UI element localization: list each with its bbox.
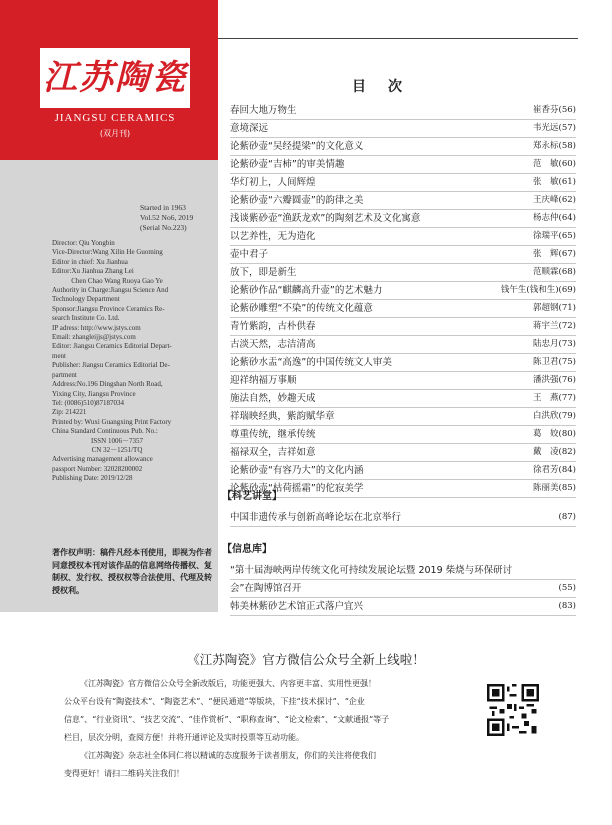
toc-entry[interactable]	[230, 390, 576, 408]
toc-title: 目次	[352, 79, 424, 95]
toc-entry[interactable]	[230, 562, 576, 580]
announcement-line: 信息”、“行业资讯”、“技艺交流”、“佳作赏析”、“职称查询”、“论文检索”、“文献通报”等子	[64, 715, 390, 724]
journal-logo: 江苏陶瓷	[40, 48, 190, 108]
toc-entry-title: 论紫砂水盂“高逸”的中国传统文人审美	[230, 357, 392, 368]
toc-entry-author-page: 潘洪强(76)	[533, 375, 576, 385]
toc-section-heading: 【信息库】	[222, 544, 272, 555]
announcement-line: 栏目，层次分明，查阅方便！并将开通评论及实时投票等互动功能。	[64, 733, 304, 742]
toc-entry-author-page: 范 敏(60)	[533, 159, 576, 169]
toc-entry[interactable]	[230, 138, 576, 156]
masthead-line: Editor: Jiangsu Ceramics Editorial Depart-	[52, 342, 172, 351]
toc-section-heading: 【科艺讲堂】	[222, 491, 282, 502]
toc-entry-title: 论紫砂壶“枯荷摇霜”的佗寂美学	[230, 483, 364, 494]
toc-entry-title: 壶中君子	[230, 249, 269, 260]
masthead-line: ment	[52, 351, 66, 360]
toc-entry[interactable]	[230, 210, 576, 228]
masthead-line: China Standard Continuous Pub. No.:	[52, 427, 158, 436]
masthead-line: Publisher: Jiangsu Ceramics Editorial De-	[52, 361, 170, 370]
masthead	[52, 239, 212, 484]
toc-entry[interactable]	[230, 509, 576, 527]
top-rule	[218, 38, 578, 39]
toc-entry-title: 韩美林紫砂艺术馆正式落户宜兴	[230, 601, 364, 612]
masthead-line: search Institute Co. Ltd.	[52, 314, 120, 323]
toc-entry-author-page: 韦光远(57)	[533, 123, 576, 133]
qr-code-icon[interactable]	[487, 684, 539, 736]
toc-entry-title: 论紫砂壶“有容乃大”的文化内涵	[230, 465, 364, 476]
toc-entry[interactable]	[230, 174, 576, 192]
toc-entry[interactable]	[230, 444, 576, 462]
toc-entry-title: 会”在陶博馆召开	[230, 583, 302, 594]
toc-entry[interactable]	[230, 354, 576, 372]
toc-entry-author-page: 葛 姣(80)	[533, 429, 576, 439]
publication-info	[140, 203, 193, 233]
masthead-line: Zip: 214221	[52, 408, 87, 417]
masthead-line: partment	[52, 370, 77, 379]
masthead-line: Yixing City, Jiangsu Province	[52, 389, 136, 398]
masthead-line: Authority in Charge:Jiangsu Science And	[52, 286, 169, 295]
toc-entry-author-page: 郭超钢(71)	[533, 303, 576, 313]
toc-entry[interactable]	[230, 282, 576, 300]
toc-entry-author-page: 王 燕(77)	[533, 393, 576, 403]
toc-entry-author-page: 王庆峰(62)	[533, 195, 576, 205]
masthead-line: Editor:Xu Jianhua Zhang Lei	[52, 267, 134, 276]
toc-entry-author-page: 张 敏(61)	[533, 177, 576, 187]
masthead-line: Tel: (0086)510)87187034	[52, 398, 125, 407]
toc-entry-title: 古淡天然，志洁清高	[230, 339, 316, 350]
toc-entry-author-page: 范顺霖(68)	[533, 267, 576, 277]
masthead-line: ISSN 1006－7357	[91, 436, 143, 445]
toc-entry[interactable]	[230, 192, 576, 210]
masthead-line: Address:No.196 Dingshan North Road,	[52, 380, 163, 389]
toc-entry[interactable]	[230, 408, 576, 426]
toc-entry-title: 华灯初上，人间辉煌	[230, 177, 316, 188]
journal-frequency: (双月刊)	[99, 129, 131, 138]
toc-entry[interactable]	[230, 462, 576, 480]
masthead-line: Printed by: Wuxi Guangxing Print Factory	[52, 417, 172, 426]
masthead-line: Vice-Director:Wang Xilin He Guoming	[52, 248, 163, 257]
toc-entry-title: 论紫砂雕塑“不染”的传统文化蕴意	[230, 303, 373, 314]
toc-entry-title: 论紫砂壶“吉柿”的审美情趣	[230, 159, 345, 170]
masthead-line: Advertising management allowance	[52, 455, 153, 464]
toc-entry-author-page: 杨志仲(64)	[533, 213, 576, 223]
toc-entry[interactable]	[230, 336, 576, 354]
toc-entry[interactable]	[230, 246, 576, 264]
masthead-line: Director: Qiu Yongbin	[52, 239, 115, 247]
toc-entry-author-page: 徐瑞平(65)	[533, 231, 576, 241]
toc-entry-author-page: 白洪欣(79)	[533, 411, 576, 421]
toc-entry-author-page: (83)	[558, 601, 576, 611]
toc-entry-title: 论紫砂壶“六瓣圆壶”的韵律之美	[230, 195, 364, 206]
toc-entry[interactable]	[230, 156, 576, 174]
toc-entry[interactable]	[230, 300, 576, 318]
toc-entry-author-page: 蒋宇兰(72)	[533, 321, 576, 331]
announcement-line: 公众平台设有“陶瓷技术”、“陶瓷艺术”、“便民通道”等版块，下挂“技术探讨”、“企业	[64, 697, 365, 706]
masthead-line: Chen Chao Wang Ruoya Gao Ye	[71, 276, 163, 285]
toc-entry-title: 意境深远	[230, 123, 269, 134]
toc-entry[interactable]	[230, 318, 576, 336]
toc-entry[interactable]	[230, 598, 576, 616]
toc-entry-title: 施法自然，妙趣天成	[230, 393, 316, 404]
masthead-line: Sponsor:Jiangsu Province Ceramics Re-	[52, 304, 165, 313]
toc-entry-author-page: 徐君芳(84)	[533, 465, 576, 475]
toc-entry-author-page: (87)	[558, 512, 576, 522]
toc-entry-author-page: 崔香芬(56)	[533, 105, 576, 115]
toc-entry-title: 春回大地万物生	[230, 105, 297, 116]
announcement-line: 变得更好！请扫二维码关注我们！	[64, 769, 184, 778]
announcement-line: 《江苏陶瓷》官方微信公众号全新改版后，功能更强大、内容更丰富、实用性更强！	[80, 679, 376, 688]
toc-entry[interactable]	[230, 120, 576, 138]
toc-entry-author-page: (55)	[558, 583, 576, 593]
toc-entry-author-page: 陈丽美(85)	[533, 483, 576, 493]
toc-entry-author-page: 钱午生(钱和生)(69)	[500, 285, 576, 295]
toc-entry[interactable]	[230, 372, 576, 390]
masthead-line: IP adress: http://www.jstys.com	[52, 323, 141, 332]
masthead-line: Publishing Date: 2019/12/28	[52, 474, 133, 483]
announcement-line: 《江苏陶瓷》杂志社全体同仁将以精诚的态度服务于读者朋友，你们的关注将使我们	[80, 751, 376, 760]
toc-entry[interactable]	[230, 102, 576, 120]
toc-entry-author-page: 张 辉(67)	[533, 249, 576, 259]
publication-info-line: Started in 1963	[140, 203, 186, 212]
toc-entry-title: “第十届海峡两岸传统文化可持续发展论坛暨 2019 柴烧与环保研讨	[230, 565, 513, 576]
masthead-line: Editor in chief: Xu Jianhua	[52, 257, 128, 266]
journal-name-en: JIANGSU CERAMICS	[54, 112, 176, 124]
toc-entry-author-page: 陆忠月(73)	[533, 339, 576, 349]
toc-entry-title: 以艺养性，无为造化	[230, 231, 316, 242]
toc-entry[interactable]	[230, 228, 576, 246]
publication-info-line: Vol.52 No6, 2019	[140, 213, 194, 222]
toc-entry-author-page: 戴 凌(82)	[533, 447, 576, 457]
toc-entry-title: 浅谈紫砂壶“渔跃龙欢”的陶刻艺术及文化寓意	[230, 213, 421, 224]
toc-entry-title: 论紫砂作品“麒麟高升壶”的艺术魅力	[230, 285, 383, 296]
announcement-title: 《江苏陶瓷》官方微信公众号全新上线啦！	[187, 652, 425, 667]
toc-entry[interactable]	[230, 580, 576, 598]
toc-entry-title: 迎祥纳福万事顺	[230, 375, 297, 386]
toc-entry[interactable]	[230, 264, 576, 282]
toc-entry-title: 中国非遗传承与创新高峰论坛在北京举行	[230, 512, 402, 523]
toc-entry-title: 放下，即是新生	[230, 267, 297, 278]
masthead-line: CN 32－1251/TQ	[91, 445, 143, 454]
toc-entry-author-page: 郑永标(58)	[533, 141, 576, 151]
toc-entry-author-page: 陈卫君(75)	[533, 357, 576, 367]
toc-entry-title: 尊重传统，继承传统	[230, 429, 316, 440]
masthead-line: Technology Department	[52, 295, 120, 304]
toc-entry[interactable]	[230, 426, 576, 444]
toc-entry-title: 福禄双全，吉祥如意	[230, 447, 316, 458]
toc-entry-title: 论紫砂壶“吴经提梁”的文化意义	[230, 141, 364, 152]
publication-info-line: (Serial No.223)	[140, 223, 187, 232]
masthead-line: Email: zhangleijjs@jstys.com	[52, 333, 136, 342]
masthead-line: passport Number: 32028200002	[52, 464, 143, 473]
toc-entry-title: 祥瑞映经典，紫韵赋华章	[230, 411, 335, 422]
copyright-notice: 著作权声明：稿件凡经本刊使用，即视为作者同意授权本刊对该作品的信息网络传播权、复制权、发行权、授权权等合法使用、代理及转授权利。	[52, 548, 212, 595]
toc-entry-title: 青竹紫韵，古朴供春	[230, 321, 316, 332]
